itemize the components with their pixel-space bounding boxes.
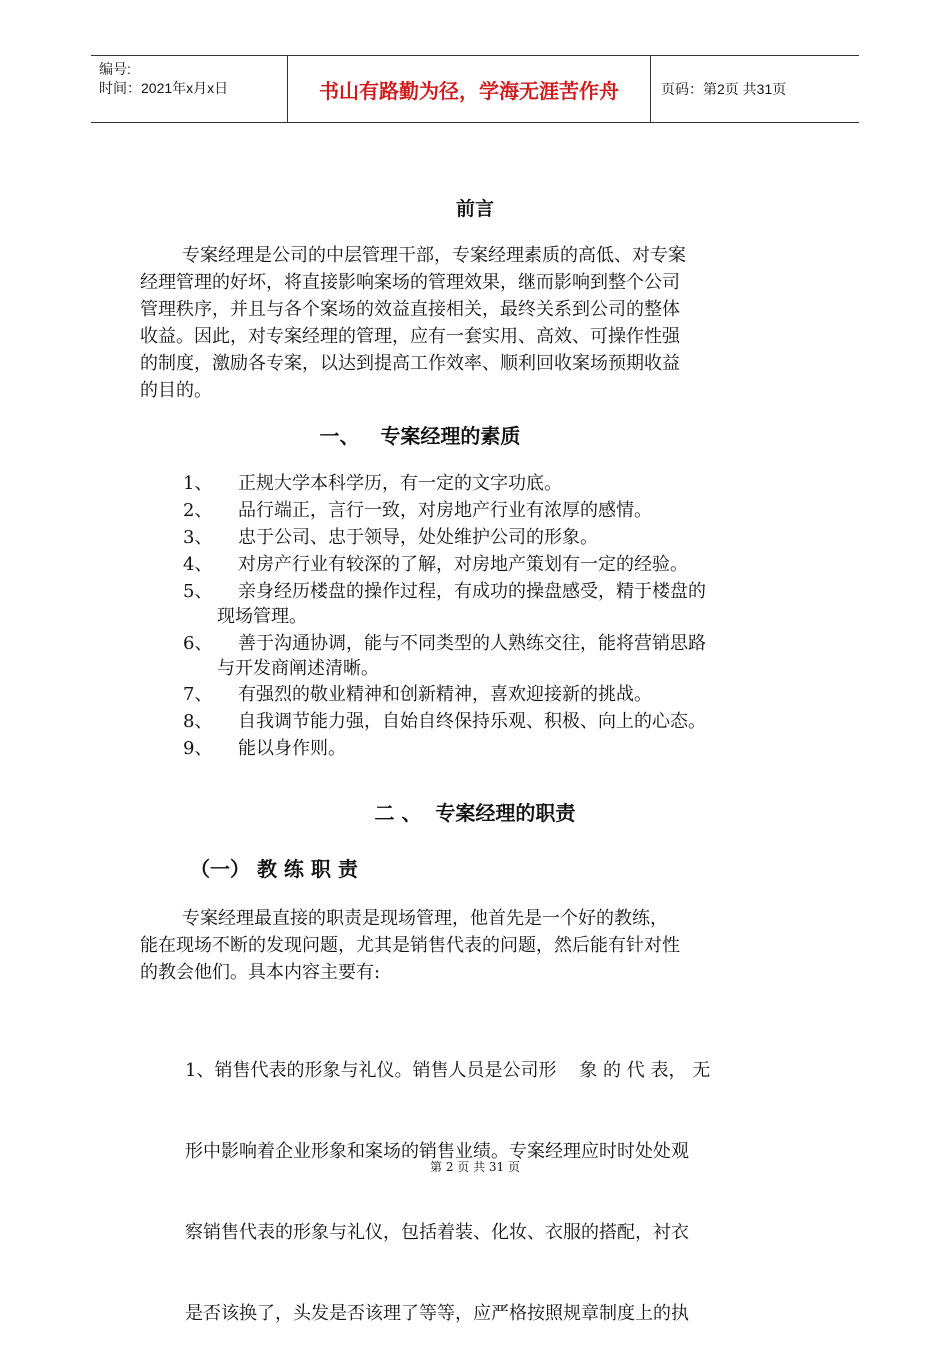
preface-line: 管理秩序，并且与各个案场的效益直接相关，最终关系到公司的整体 xyxy=(140,299,680,320)
list-item-continuation: 与开发商阐述清晰。 xyxy=(217,658,379,679)
preface-line: 收益。因此，对专案经理的管理，应有一套实用、高效、可操作性强 xyxy=(140,326,680,347)
header-page-info: 页码：第2页 共31页 xyxy=(661,81,787,97)
preface-line: 的制度，激励各专案，以达到提高工作效率、顺利回收案场预期收益 xyxy=(140,353,680,374)
section2-subtitle: （一） 教 练 职 责 xyxy=(190,857,358,881)
section1-title: 一、 专案经理的素质 xyxy=(319,424,521,448)
preface-body xyxy=(140,242,810,404)
list-item: 3、 忠于公司、忠于领导，处处维护公司的形象。 xyxy=(183,527,598,548)
time-label: 时间：2021年x月x日 xyxy=(99,80,229,96)
list-item: 9、 能以身作则。 xyxy=(183,738,346,759)
section2-title: 二 、 专案经理的职责 xyxy=(374,801,576,825)
list-item: 8、 自我调节能力强，自始自终保持乐观、积极、向上的心态。 xyxy=(183,711,706,732)
preface-title: 前言 xyxy=(455,198,494,220)
list-item: 5、 亲身经历楼盘的操作过程，有成功的操盘感受，精于楼盘的 xyxy=(183,581,706,602)
list-item: 7、 有强烈的敬业精神和创新精神，喜欢迎接新的挑战。 xyxy=(183,684,652,705)
list-item: 1、 正规大学本科学历，有一定的文字功底。 xyxy=(183,473,562,494)
preface-line: 的目的。 xyxy=(140,380,212,401)
intro-line: 专案经理最直接的职责是现场管理，他首先是一个好的教练， xyxy=(182,908,668,929)
preface-line: 专案经理是公司的中层管理干部，专案经理素质的高低、对专案 xyxy=(182,245,686,266)
number-label: 编号: xyxy=(99,61,131,77)
list-item: 6、 善于沟通协调，能与不同类型的人熟练交往，能将营销思路 xyxy=(183,633,706,654)
list-item-continuation: 现场管理。 xyxy=(217,606,307,627)
header-motto: 书山有路勤为径，学海无涯苦作舟 xyxy=(287,56,651,122)
list-item: 4、 对房产行业有较深的了解，对房地产策划有一定的经验。 xyxy=(183,554,688,575)
point1-body xyxy=(185,1003,810,1354)
list-item: 2、 品行端正，言行一致，对房地产行业有浓厚的感情。 xyxy=(183,500,652,521)
page-header xyxy=(91,55,859,123)
header-meta xyxy=(91,56,287,122)
page-footer: 第 2 页 共 31 页 xyxy=(430,1160,520,1174)
point1-line: 1、销售代表的形象与礼仪。销售人员是公司形 象 的 代 表， 无 xyxy=(185,1060,711,1081)
intro-line: 能在现场不断的发现问题，尤其是销售代表的问题，然后能有针对性 xyxy=(140,935,680,956)
point1-line: 形中影响着企业形象和案场的销售业绩。专案经理应时时处处观 xyxy=(185,1141,689,1162)
point1-line: 是否该换了，头发是否该理了等等，应严格按照规章制度上的执 xyxy=(185,1303,689,1324)
point1-line: 察销售代表的形象与礼仪，包括着装、化妆、衣服的搭配，衬衣 xyxy=(185,1222,689,1243)
intro-line: 的教会他们。具本内容主要有: xyxy=(140,962,381,983)
section2-intro xyxy=(140,905,810,986)
preface-line: 经理管理的好坏，将直接影响案场的管理效果，继而影响到整个公司 xyxy=(140,272,680,293)
